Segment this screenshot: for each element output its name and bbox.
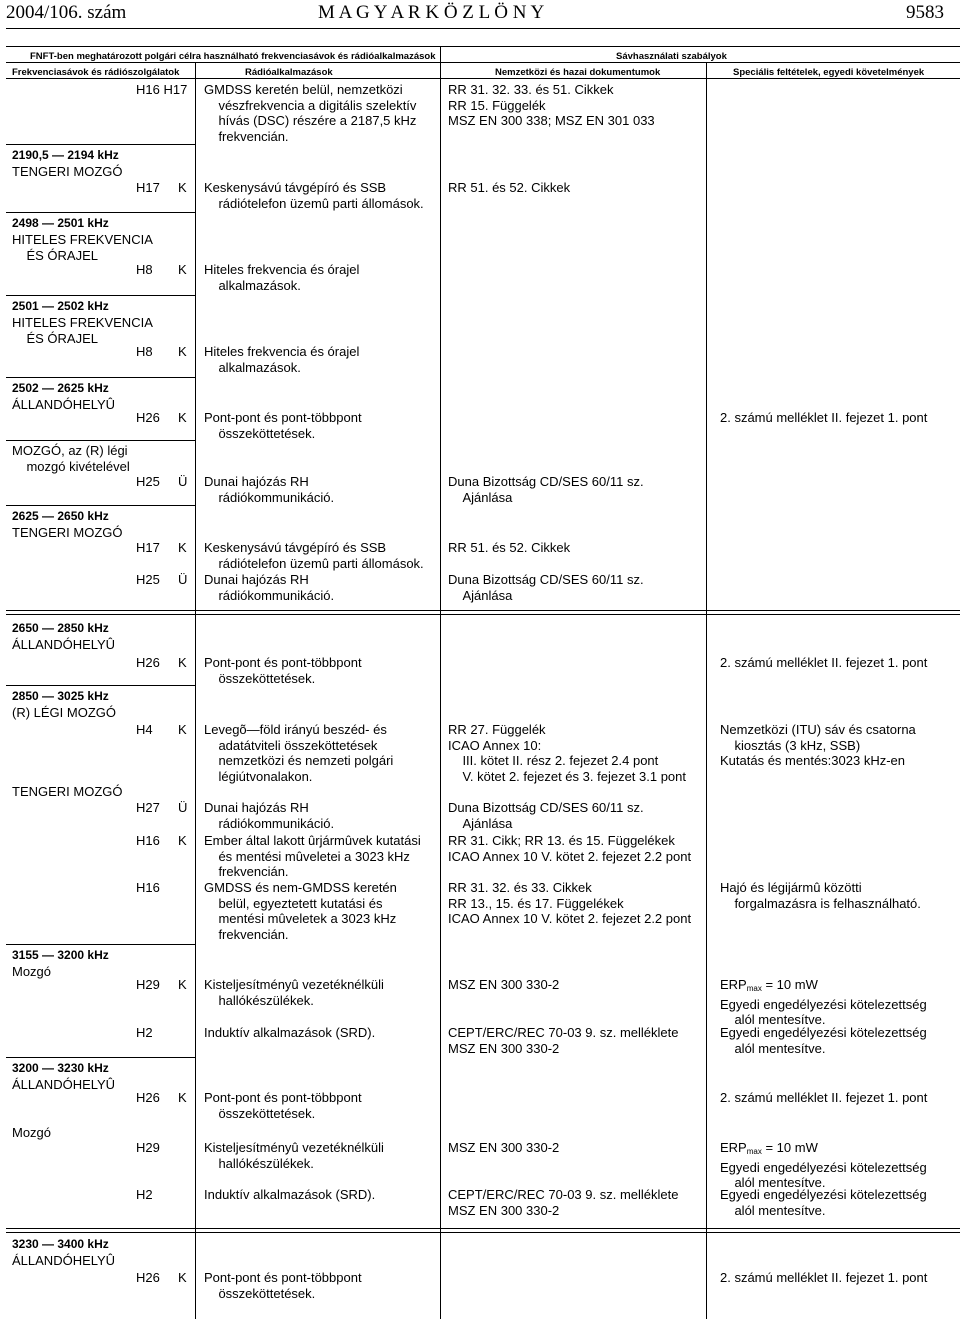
application-description: Levegõ—föld irányú beszéd- és adatátviteli összeköttetések nemzetközi és nemzeti polgári légiútvonalakon. [204, 722, 394, 784]
application-code: H29 [136, 1140, 160, 1155]
status-mark: K [178, 977, 187, 992]
rule [6, 614, 960, 615]
application-code: H26 [136, 1090, 160, 1105]
application-code: H4 [136, 722, 153, 737]
rule [6, 377, 195, 378]
status-mark: K [178, 180, 187, 195]
special-conditions: Hajó és légijármû közötti forgalmazásra is felhasználható. [720, 880, 921, 911]
application-code: H25 [136, 572, 160, 587]
status-mark: K [178, 1270, 187, 1285]
application-description: Hiteles frekvencia és órajel alkalmazások. [204, 344, 360, 375]
application-code: H17 [136, 540, 160, 555]
application-code: H26 [136, 410, 160, 425]
column-rule [706, 62, 707, 1319]
radio-service: HITELES FREKVENCIA ÉS ÓRAJEL [12, 315, 153, 346]
application-code: H26 [136, 655, 160, 670]
column-rule [195, 62, 196, 1319]
band-label: 2850 — 3025 kHz [12, 689, 109, 703]
application-code: H8 [136, 344, 153, 359]
application-description: Pont-pont és pont-többpont összeköttetések. [204, 655, 362, 686]
radio-service: ÁLLANDÓHELYÛ [12, 1253, 116, 1268]
radio-service: (R) LÉGI MOZGÓ [12, 705, 116, 720]
application-code: H29 [136, 977, 160, 992]
reference-documents: MSZ EN 300 330-2 [448, 977, 560, 992]
application-code: H2 [136, 1025, 153, 1040]
application-description: Keskenysávú távgépíró és SSB rádiótelefon üzemû parti állomások. [204, 180, 424, 211]
band-label: 2501 — 2502 kHz [12, 299, 109, 313]
special-conditions: $ERP_{max} = 10$ mW Egyedi engedélyezési kötelezettség alól mentesítve. [720, 1140, 927, 1191]
application-code: H25 [136, 474, 160, 489]
rule [6, 1057, 195, 1058]
band-label: 3200 — 3230 kHz [12, 1061, 109, 1075]
special-conditions: Egyedi engedélyezési kötelezettség alól mentesítve. [720, 1187, 927, 1218]
reference-documents: Duna Bizottság CD/SES 60/11 sz. Ajánlása [448, 474, 644, 505]
page-header [0, 0, 960, 24]
header-group-left: FNFT-ben meghatározott polgári célra használható frekvenciasávok és rádióalkalmazások [30, 51, 436, 62]
header-col-bands: Frekvenciasávok és rádiószolgálatok [12, 67, 180, 78]
header-col-documents: Nemzetközi és hazai dokumentumok [495, 67, 661, 78]
application-description: Ember által lakott ûrjármûvek kutatási és mentési mûveletei a 3023 kHz frekvencián. [204, 833, 421, 880]
application-code: H16 [136, 880, 160, 895]
rule [6, 505, 195, 506]
band-label: 2502 — 2625 kHz [12, 381, 109, 395]
reference-documents: RR 31. 32. 33. és 51. Cikkek RR 15. Függelék MSZ EN 300 338; MSZ EN 301 033 [448, 82, 655, 129]
status-mark: K [178, 833, 187, 848]
reference-documents: RR 27. Függelék ICAO Annex 10: III. kötet II. rész 2. fejezet 2.4 pont V. kötet 2. fejezet és 3. fejezet 3.1 pont [448, 722, 687, 784]
radio-service: HITELES FREKVENCIA ÉS ÓRAJEL [12, 232, 153, 263]
special-conditions: 2. számú melléklet II. fejezet 1. pont [720, 1090, 928, 1105]
application-code: H17 [136, 180, 160, 195]
application-code: H16 [136, 833, 160, 848]
rule [6, 212, 195, 213]
reference-documents: MSZ EN 300 330-2 [448, 1140, 560, 1155]
rule [6, 28, 960, 29]
status-mark: K [178, 410, 187, 425]
reference-documents: RR 51. és 52. Cikkek [448, 180, 571, 195]
special-conditions: Egyedi engedélyezési kötelezettség alól mentesítve. [720, 1025, 927, 1056]
status-mark: K [178, 655, 187, 670]
rule [6, 440, 195, 441]
band-label: 2498 — 2501 kHz [12, 216, 109, 230]
band-label: 2190,5 — 2194 kHz [12, 148, 119, 162]
rule [6, 610, 960, 611]
rule [6, 46, 960, 47]
application-description: Kisteljesítményû vezetéknélküli hallókészülékek. [204, 977, 384, 1008]
reference-documents: RR 31. 32. és 33. Cikkek RR 13., 15. és 17. Függelékek ICAO Annex 10 V. kötet 2. fejezet 2.2 pont [448, 880, 692, 927]
application-description: Dunai hajózás RH rádiókommunikáció. [204, 474, 335, 505]
rule [6, 295, 195, 296]
band-label: 2650 — 2850 kHz [12, 621, 109, 635]
reference-documents: RR 31. Cikk; RR 13. és 15. Függelékek ICAO Annex 10 V. kötet 2. fejezet 2.2 pont [448, 833, 692, 864]
radio-service: TENGERI MOZGÓ [12, 164, 123, 179]
status-mark: K [178, 344, 187, 359]
application-description: Kisteljesítményû vezetéknélküli hallókészülékek. [204, 1140, 384, 1171]
application-description: Hiteles frekvencia és órajel alkalmazások. [204, 262, 360, 293]
band-label: 2625 — 2650 kHz [12, 509, 109, 523]
special-conditions: 2. számú melléklet II. fejezet 1. pont [720, 655, 928, 670]
application-description: Keskenysávú távgépíró és SSB rádiótelefon üzemû parti állomások. [204, 540, 424, 571]
rule [6, 144, 195, 145]
application-code: H2 [136, 1187, 153, 1202]
issue-number: 2004/106. szám [6, 2, 127, 23]
rule [6, 78, 960, 79]
application-description: Pont-pont és pont-többpont összeköttetések. [204, 1270, 362, 1301]
rule [6, 1228, 960, 1229]
application-code: H27 [136, 800, 160, 815]
reference-documents: CEPT/ERC/REC 70-03 9. sz. melléklete MSZ EN 300 330-2 [448, 1025, 679, 1056]
application-description: Dunai hajózás RH rádiókommunikáció. [204, 800, 335, 831]
status-mark: K [178, 1090, 187, 1105]
reference-documents: CEPT/ERC/REC 70-03 9. sz. melléklete MSZ EN 300 330-2 [448, 1187, 679, 1218]
rule [6, 685, 195, 686]
page-number: 9583 [906, 2, 944, 23]
special-conditions: Nemzetközi (ITU) sáv és csatorna kiosztás (3 kHz, SSB) Kutatás és mentés:3023 kHz-en [720, 722, 916, 769]
radio-service: Mozgó [12, 1125, 52, 1140]
radio-service: TENGERI MOZGÓ [12, 525, 123, 540]
rule [6, 944, 195, 945]
application-description: Induktív alkalmazások (SRD). [204, 1187, 376, 1202]
status-mark: Ü [178, 474, 188, 489]
journal-title: M A G Y A R K Ö Z L Ö N Y [318, 2, 545, 23]
reference-documents: Duna Bizottság CD/SES 60/11 sz. Ajánlása [448, 572, 644, 603]
reference-documents: Duna Bizottság CD/SES 60/11 sz. Ajánlása [448, 800, 644, 831]
radio-service: TENGERI MOZGÓ [12, 784, 123, 799]
radio-service: MOZGÓ, az (R) légi mozgó kivételével [12, 443, 130, 474]
special-conditions: 2. számú melléklet II. fejezet 1. pont [720, 1270, 928, 1285]
header-group-right: Sávhasználati szabályok [616, 51, 727, 62]
status-mark: Ü [178, 800, 188, 815]
application-description: Pont-pont és pont-többpont összeköttetések. [204, 1090, 362, 1121]
rule [6, 62, 960, 63]
application-description: Dunai hajózás RH rádiókommunikáció. [204, 572, 335, 603]
status-mark: K [178, 262, 187, 277]
radio-service: ÁLLANDÓHELYÛ [12, 1077, 116, 1092]
status-mark: Ü [178, 572, 188, 587]
header-col-applications: Rádióalkalmazások [245, 67, 333, 78]
status-mark: K [178, 722, 187, 737]
radio-service: ÁLLANDÓHELYÛ [12, 637, 116, 652]
band-label: 3230 — 3400 kHz [12, 1237, 109, 1251]
status-mark: K [178, 540, 187, 555]
radio-service: ÁLLANDÓHELYÛ [12, 397, 116, 412]
column-rule [440, 46, 441, 1319]
application-description: GMDSS és nem-GMDSS keretén belül, egyeztetett kutatási és mentési mûveletek a 3023 kHz frekvencián. [204, 880, 397, 942]
special-conditions: $ERP_{max} = 10$ mW Egyedi engedélyezési kötelezettség alól mentesítve. [720, 977, 927, 1028]
header-col-conditions: Speciális feltételek, egyedi követelmények [733, 67, 925, 78]
application-description: Induktív alkalmazások (SRD). [204, 1025, 376, 1040]
radio-service: Mozgó [12, 964, 52, 979]
application-description: Pont-pont és pont-többpont összeköttetések. [204, 410, 362, 441]
special-conditions: 2. számú melléklet II. fejezet 1. pont [720, 410, 928, 425]
application-code: H26 [136, 1270, 160, 1285]
application-code: H8 [136, 262, 153, 277]
application-code: H16 H17 [136, 82, 188, 97]
band-label: 3155 — 3200 kHz [12, 948, 109, 962]
application-description: GMDSS keretén belül, nemzetközi vészfrekvencia a digitális szelektív hívás (DSC) részére a 2187,5 kHz frekvencián. [204, 82, 417, 144]
rule [6, 1232, 960, 1233]
reference-documents: RR 51. és 52. Cikkek [448, 540, 571, 555]
